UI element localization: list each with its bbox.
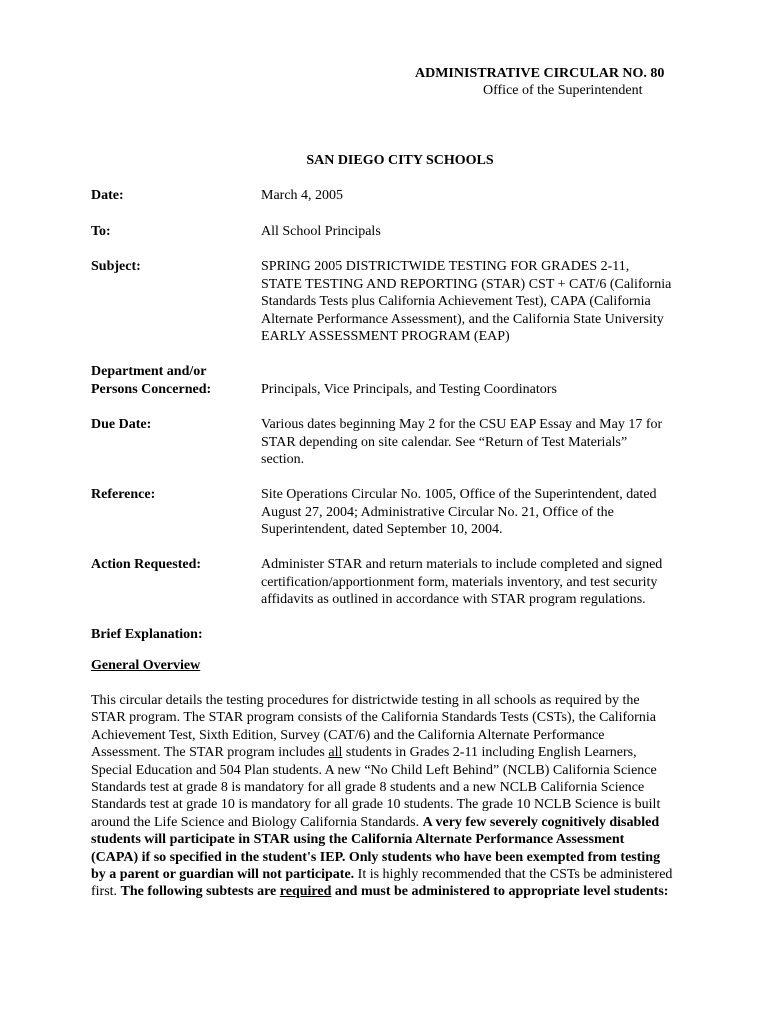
office-line: Office of the Superintendent — [483, 83, 643, 98]
para-text: first. — [91, 884, 121, 900]
field-label: Action Requested: — [91, 557, 202, 572]
para-underlined-text: all — [328, 745, 343, 761]
label-line: Department and/or — [91, 364, 207, 379]
para-line — [91, 883, 731, 900]
para-line — [91, 814, 731, 831]
value-line: Alternate Performance Assessment), and the California State University — [261, 311, 664, 327]
field-label — [91, 363, 261, 398]
circular-title: ADMINISTRATIVE CIRCULAR NO. 80 — [415, 66, 665, 81]
value-line: Superintendent, dated September 10, 2004. — [261, 522, 503, 537]
field-value — [261, 381, 711, 399]
field-label: To: — [91, 224, 111, 239]
para-line: Standards test at grade 10 is mandatory for all grade 10 students. The grade 10 NCLB Science is built — [91, 797, 661, 813]
para-text: around the Life Science and Biology California Standards. — [91, 814, 423, 830]
field-value — [261, 187, 711, 205]
para-line — [91, 744, 731, 761]
value-line: Various dates beginning May 2 for the CSU EAP Essay and May 17 for — [261, 417, 663, 432]
para-line: Standards test at grade 8 is mandatory for all grade 8 students and a new NCLB California Science — [91, 780, 645, 796]
para-line: (CAPA) if so specified in the student's IEP. Only students who have been exempted from testing — [91, 849, 661, 865]
value-line: STAR depending on site calendar. See “Return of Test Materials” — [261, 434, 628, 450]
value-line: All School Principals — [261, 224, 381, 239]
para-text: students in Grades 2-11 including English Learners, — [342, 745, 637, 761]
field-label: Subject: — [91, 259, 141, 274]
para-text: It is highly recommended that the CSTs be administered — [354, 867, 673, 883]
general-overview-heading: General Overview — [91, 658, 201, 673]
value-line: Principals, Vice Principals, and Testing Coordinators — [261, 381, 557, 397]
field-label: Reference: — [91, 487, 156, 502]
field-value — [261, 223, 711, 241]
value-line: Administer STAR and return materials to include completed and signed — [261, 557, 663, 572]
field-label: Date: — [91, 188, 124, 203]
label-line: Persons Concerned: — [91, 381, 212, 397]
field-value — [261, 258, 711, 346]
value-line: EARLY ASSESSMENT PROGRAM (EAP) — [261, 329, 510, 344]
value-line: March 4, 2005 — [261, 188, 344, 203]
value-line: affidavits as outlined in accordance with STAR program regulations. — [261, 592, 646, 607]
para-line — [91, 866, 731, 883]
para-line: Special Education and 504 Plan students. A new “No Child Left Behind” (NCLB) California Science — [91, 762, 657, 778]
field-value — [261, 416, 711, 469]
para-line: Achievement Test, Sixth Edition, Survey (CAT/6) and the California Alternate Performance — [91, 727, 605, 743]
organization-name: SAN DIEGO CITY SCHOOLS — [306, 153, 494, 168]
para-line: students will participate in STAR using the California Alternate Performance Assessment — [91, 832, 625, 848]
value-line: SPRING 2005 DISTRICTWIDE TESTING FOR GRADES 2-11, — [261, 259, 630, 274]
field-label: Due Date: — [91, 417, 152, 432]
value-line: STATE TESTING AND REPORTING (STAR) CST + CAT/6 (California — [261, 276, 672, 292]
value-line: Standards Tests plus California Achievement Test), CAPA (California — [261, 294, 651, 309]
value-line: August 27, 2004; Administrative Circular No. 21, Office of the — [261, 504, 614, 520]
field-value — [261, 556, 711, 609]
para-text: Assessment. The STAR program includes — [91, 745, 329, 761]
field-value — [261, 486, 711, 539]
value-line: certification/apportionment form, materials inventory, and test security — [261, 574, 658, 590]
value-line: Site Operations Circular No. 1005, Office of the Superintendent, dated — [261, 487, 657, 502]
para-bold-text: The following subtests are — [120, 884, 280, 900]
para-bold-text: by a parent or guardian will not participate. — [91, 867, 355, 883]
para-bold-underlined-text: required — [279, 884, 332, 900]
para-bold-text: A very few severely cognitively disabled — [422, 814, 660, 830]
overview-paragraph — [91, 692, 731, 901]
para-line: This circular details the testing procedures for districtwide testing in all schools as required by the — [91, 693, 640, 708]
brief-explanation-heading: Brief Explanation: — [91, 627, 203, 642]
para-line: STAR program. The STAR program consists of the California Standards Tests (CSTs), the California — [91, 710, 656, 726]
value-line: section. — [261, 452, 305, 467]
para-bold-text: and must be administered to appropriate level students: — [331, 884, 669, 900]
